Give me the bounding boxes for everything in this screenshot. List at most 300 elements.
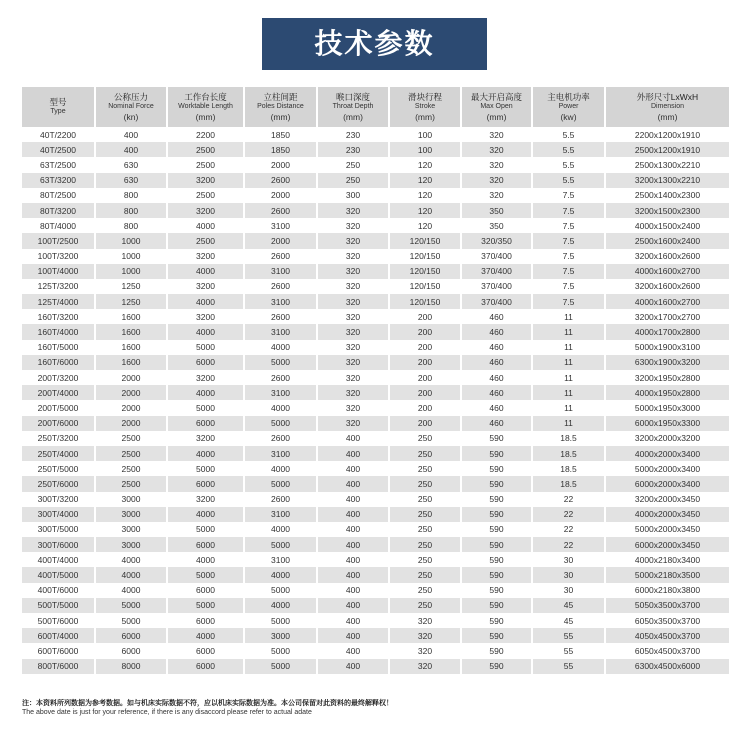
table-cell: 200T/5000	[22, 400, 95, 415]
table-row	[22, 188, 730, 203]
table-cell: 1850	[244, 127, 317, 142]
table-row	[22, 203, 730, 218]
table-cell: 1000	[95, 264, 167, 279]
table-cell: 300T/5000	[22, 522, 95, 537]
table-cell: 2600	[244, 431, 317, 446]
table-cell: 460	[461, 385, 532, 400]
header-unit: (mm)	[270, 112, 291, 122]
table-row	[22, 400, 730, 415]
table-cell: 2500	[95, 446, 167, 461]
table-cell: 2600	[244, 173, 317, 188]
table-cell: 590	[461, 507, 532, 522]
table-cell: 2600	[244, 309, 317, 324]
table-cell: 5000	[244, 476, 317, 491]
table-cell: 590	[461, 583, 532, 598]
table-cell: 1600	[95, 309, 167, 324]
table-row	[22, 628, 730, 643]
table-row	[22, 507, 730, 522]
table-cell: 500T/5000	[22, 598, 95, 613]
table-cell: 590	[461, 537, 532, 552]
header-en: Poles Distance	[257, 103, 304, 110]
table-cell: 800	[95, 218, 167, 233]
table-cell: 160T/3200	[22, 309, 95, 324]
table-cell: 5000	[167, 567, 244, 582]
table-cell: 250	[389, 431, 461, 446]
header-en: Stroke	[414, 103, 436, 110]
table-cell: 80T/2500	[22, 188, 95, 203]
table-row	[22, 492, 730, 507]
table-cell: 120/150	[389, 279, 461, 294]
table-cell: 400	[317, 552, 389, 567]
table-cell: 3100	[244, 324, 317, 339]
header-unit: (kn)	[123, 112, 139, 122]
table-row	[22, 142, 730, 157]
table-row	[22, 309, 730, 324]
table-cell: 6000	[167, 659, 244, 674]
disclaimer-note	[22, 698, 393, 718]
table-cell: 5000	[167, 522, 244, 537]
table-cell: 200T/3200	[22, 370, 95, 385]
table-cell: 5000	[244, 583, 317, 598]
table-cell: 230	[317, 142, 389, 157]
table-cell: 3200	[167, 492, 244, 507]
table-cell: 250	[389, 522, 461, 537]
table-cell: 200T/6000	[22, 416, 95, 431]
table-cell: 11	[532, 400, 605, 415]
table-cell: 320	[461, 173, 532, 188]
table-row	[22, 598, 730, 613]
table-cell: 250	[389, 507, 461, 522]
table-cell: 3100	[244, 294, 317, 309]
table-cell: 5.5	[532, 173, 605, 188]
header-cn: 外形尺寸LxWxH	[636, 92, 699, 102]
table-cell: 5000	[244, 416, 317, 431]
table-cell: 590	[461, 446, 532, 461]
table-cell: 400	[317, 446, 389, 461]
table-cell: 320/350	[461, 233, 532, 248]
table-cell: 3200x1600x2600	[605, 279, 730, 294]
table-cell: 5000x1950x3000	[605, 400, 730, 415]
table-cell: 400	[317, 537, 389, 552]
table-cell: 400T/4000	[22, 552, 95, 567]
table-cell: 4000	[167, 324, 244, 339]
table-cell: 300T/6000	[22, 537, 95, 552]
table-cell: 4000	[95, 583, 167, 598]
table-cell: 320	[317, 294, 389, 309]
table-cell: 400	[317, 628, 389, 643]
table-cell: 5.5	[532, 157, 605, 172]
table-cell: 6000	[167, 355, 244, 370]
header-en: Type	[50, 108, 66, 115]
table-cell: 5000	[244, 613, 317, 628]
table-cell: 3100	[244, 552, 317, 567]
table-cell: 120	[389, 203, 461, 218]
table-cell: 4000x1500x2400	[605, 218, 730, 233]
header-cn: 主电机功率	[547, 92, 590, 102]
table-cell: 120	[389, 188, 461, 203]
table-cell: 400T/5000	[22, 567, 95, 582]
table-cell: 22	[532, 507, 605, 522]
table-cell: 400T/6000	[22, 583, 95, 598]
table-cell: 63T/3200	[22, 173, 95, 188]
table-cell: 320	[317, 370, 389, 385]
table-cell: 6000	[167, 613, 244, 628]
table-cell: 3200x1600x2600	[605, 249, 730, 264]
table-cell: 4000	[244, 522, 317, 537]
table-cell: 120	[389, 173, 461, 188]
header-en: Power	[558, 103, 579, 110]
table-cell: 3000	[95, 522, 167, 537]
table-cell: 8000	[95, 659, 167, 674]
table-cell: 120/150	[389, 233, 461, 248]
table-cell: 2200x1200x1910	[605, 127, 730, 142]
note-english: The above date is just for your reference, if there is any disaccord please refer to actual adate	[22, 709, 312, 716]
table-cell: 3100	[244, 218, 317, 233]
table-cell: 18.5	[532, 476, 605, 491]
table-row	[22, 446, 730, 461]
table-cell: 6300x4500x6000	[605, 659, 730, 674]
table-cell: 2500	[167, 142, 244, 157]
table-cell: 7.5	[532, 188, 605, 203]
column-header	[317, 87, 389, 127]
table-cell: 3100	[244, 385, 317, 400]
table-cell: 6000	[167, 583, 244, 598]
header-unit: (kw)	[560, 112, 577, 122]
table-cell: 11	[532, 370, 605, 385]
table-cell: 2600	[244, 203, 317, 218]
table-cell: 6000	[95, 628, 167, 643]
table-cell: 250	[389, 492, 461, 507]
table-cell: 1850	[244, 142, 317, 157]
table-cell: 30	[532, 583, 605, 598]
table-cell: 400	[317, 613, 389, 628]
table-cell: 250	[389, 461, 461, 476]
table-cell: 1250	[95, 294, 167, 309]
table-row	[22, 522, 730, 537]
table-cell: 100	[389, 127, 461, 142]
table-cell: 4000x1600x2700	[605, 264, 730, 279]
table-cell: 4000	[95, 567, 167, 582]
table-cell: 320	[389, 659, 461, 674]
table-cell: 320	[461, 188, 532, 203]
table-cell: 200	[389, 400, 461, 415]
table-cell: 300T/4000	[22, 507, 95, 522]
table-cell: 5000	[244, 643, 317, 658]
table-cell: 320	[317, 233, 389, 248]
table-cell: 250	[389, 446, 461, 461]
table-cell: 2500x1200x1910	[605, 142, 730, 157]
table-cell: 1600	[95, 340, 167, 355]
table-cell: 320	[389, 628, 461, 643]
header-cn: 立柱间距	[263, 92, 298, 102]
note-chinese: 注：本资料所列数据为参考数据。如与机床实际数据不符，应以机床实际数据为准。本公司保留对此资料的最终解释权！	[22, 699, 393, 707]
table-cell: 400	[317, 522, 389, 537]
table-cell: 7.5	[532, 294, 605, 309]
table-cell: 2000	[244, 188, 317, 203]
table-cell: 400	[317, 431, 389, 446]
header-cn: 工作台长度	[184, 92, 227, 102]
table-cell: 320	[317, 218, 389, 233]
header-unit: (mm)	[343, 112, 363, 122]
table-cell: 400	[95, 127, 167, 142]
table-cell: 4000x1950x2800	[605, 385, 730, 400]
table-cell: 320	[389, 643, 461, 658]
table-cell: 3200	[167, 249, 244, 264]
table-cell: 30	[532, 552, 605, 567]
table-cell: 125T/4000	[22, 294, 95, 309]
table-cell: 590	[461, 598, 532, 613]
table-cell: 800	[95, 203, 167, 218]
table-row	[22, 385, 730, 400]
table-cell: 11	[532, 309, 605, 324]
table-cell: 400	[317, 567, 389, 582]
table-cell: 3200	[167, 431, 244, 446]
table-cell: 250	[389, 567, 461, 582]
table-row	[22, 324, 730, 339]
table-cell: 7.5	[532, 233, 605, 248]
table-cell: 3000	[95, 492, 167, 507]
header-cn: 型号	[49, 97, 67, 107]
table-cell: 400	[317, 659, 389, 674]
table-row	[22, 476, 730, 491]
table-row	[22, 340, 730, 355]
table-cell: 350	[461, 203, 532, 218]
table-cell: 2500x1400x2300	[605, 188, 730, 203]
header-en: Nominal Force	[108, 103, 154, 110]
table-cell: 6050x4500x3700	[605, 643, 730, 658]
table-row	[22, 537, 730, 552]
table-cell: 2500	[95, 476, 167, 491]
table-cell: 7.5	[532, 203, 605, 218]
table-cell: 2500	[167, 157, 244, 172]
table-cell: 5000	[95, 598, 167, 613]
table-cell: 230	[317, 127, 389, 142]
table-cell: 320	[317, 309, 389, 324]
table-cell: 2500	[167, 233, 244, 248]
table-cell: 3200x1950x2800	[605, 370, 730, 385]
table-cell: 100T/3200	[22, 249, 95, 264]
table-cell: 370/400	[461, 249, 532, 264]
table-cell: 600T/4000	[22, 628, 95, 643]
table-cell: 2600	[244, 370, 317, 385]
table-cell: 320	[317, 416, 389, 431]
table-cell: 200	[389, 355, 461, 370]
table-cell: 55	[532, 643, 605, 658]
table-cell: 6050x3500x3700	[605, 613, 730, 628]
table-cell: 250	[389, 583, 461, 598]
table-cell: 200	[389, 309, 461, 324]
table-cell: 6000x1950x3300	[605, 416, 730, 431]
table-cell: 4000	[244, 567, 317, 582]
table-cell: 6000	[95, 643, 167, 658]
table-cell: 460	[461, 324, 532, 339]
table-cell: 400	[317, 643, 389, 658]
table-cell: 2000	[95, 400, 167, 415]
table-cell: 370/400	[461, 294, 532, 309]
table-cell: 5000	[244, 659, 317, 674]
table-row	[22, 218, 730, 233]
table-cell: 3200x2000x3200	[605, 431, 730, 446]
table-cell: 4000	[167, 446, 244, 461]
table-cell: 1600	[95, 324, 167, 339]
table-cell: 600T/6000	[22, 643, 95, 658]
table-cell: 80T/4000	[22, 218, 95, 233]
table-cell: 3200x1700x2700	[605, 309, 730, 324]
table-cell: 3200	[167, 203, 244, 218]
table-cell: 18.5	[532, 431, 605, 446]
table-cell: 4000x1600x2700	[605, 294, 730, 309]
table-cell: 6000	[167, 643, 244, 658]
table-cell: 2000	[244, 157, 317, 172]
column-header	[461, 87, 532, 127]
table-cell: 320	[317, 324, 389, 339]
table-cell: 6300x1900x3200	[605, 355, 730, 370]
table-cell: 4050x4500x3700	[605, 628, 730, 643]
table-cell: 590	[461, 613, 532, 628]
table-header	[22, 87, 730, 127]
table-cell: 11	[532, 324, 605, 339]
table-cell: 3200	[167, 173, 244, 188]
header-unit: (mm)	[415, 112, 435, 122]
table-cell: 200	[389, 416, 461, 431]
column-header	[244, 87, 317, 127]
table-cell: 250	[389, 552, 461, 567]
table-row	[22, 264, 730, 279]
table-cell: 590	[461, 476, 532, 491]
table-cell: 6000x2000x3450	[605, 537, 730, 552]
table-cell: 200	[389, 385, 461, 400]
table-row	[22, 461, 730, 476]
table-cell: 590	[461, 659, 532, 674]
table-cell: 200T/4000	[22, 385, 95, 400]
table-cell: 400	[95, 142, 167, 157]
table-cell: 250T/6000	[22, 476, 95, 491]
table-cell: 63T/2500	[22, 157, 95, 172]
table-cell: 400	[317, 461, 389, 476]
table-cell: 6000x2180x3800	[605, 583, 730, 598]
table-cell: 4000	[244, 461, 317, 476]
table-cell: 460	[461, 309, 532, 324]
table-row	[22, 355, 730, 370]
table-cell: 4000	[167, 628, 244, 643]
table-cell: 5000x2180x3500	[605, 567, 730, 582]
table-cell: 250T/3200	[22, 431, 95, 446]
table-cell: 400	[317, 492, 389, 507]
table-cell: 4000	[167, 218, 244, 233]
table-cell: 120/150	[389, 294, 461, 309]
table-cell: 200	[389, 370, 461, 385]
table-cell: 250	[317, 157, 389, 172]
table-cell: 3200x1300x2210	[605, 173, 730, 188]
table-cell: 460	[461, 355, 532, 370]
table-cell: 460	[461, 416, 532, 431]
table-cell: 320	[317, 355, 389, 370]
table-cell: 460	[461, 370, 532, 385]
table-cell: 18.5	[532, 446, 605, 461]
table-cell: 3200	[167, 279, 244, 294]
table-row	[22, 643, 730, 658]
table-cell: 590	[461, 431, 532, 446]
table-cell: 11	[532, 355, 605, 370]
header-cn: 滑块行程	[407, 92, 442, 102]
table-cell: 800T/6000	[22, 659, 95, 674]
table-row	[22, 370, 730, 385]
table-cell: 250	[389, 476, 461, 491]
table-cell: 370/400	[461, 264, 532, 279]
table-cell: 30	[532, 567, 605, 582]
header-unit: (mm)	[195, 112, 216, 122]
column-header	[95, 87, 167, 127]
table-cell: 5.5	[532, 142, 605, 157]
table-cell: 3200	[167, 309, 244, 324]
table-cell: 320	[389, 613, 461, 628]
column-header	[22, 87, 95, 127]
table-cell: 1000	[95, 249, 167, 264]
table-row	[22, 613, 730, 628]
table-cell: 120/150	[389, 249, 461, 264]
table-cell: 5000x1900x3100	[605, 340, 730, 355]
table-cell: 320	[461, 142, 532, 157]
table-cell: 100T/4000	[22, 264, 95, 279]
table-row	[22, 279, 730, 294]
column-header	[532, 87, 605, 127]
table-cell: 2500	[167, 188, 244, 203]
table-row	[22, 583, 730, 598]
table-cell: 2500	[95, 431, 167, 446]
table-cell: 5000	[167, 461, 244, 476]
header-unit: (mm)	[486, 112, 507, 122]
table-cell: 2600	[244, 279, 317, 294]
table-cell: 5050x3500x3700	[605, 598, 730, 613]
table-cell: 40T/2500	[22, 142, 95, 157]
column-header	[605, 87, 730, 127]
table-cell: 6000	[167, 476, 244, 491]
table-cell: 1600	[95, 355, 167, 370]
table-cell: 250	[317, 173, 389, 188]
table-cell: 590	[461, 492, 532, 507]
table-cell: 320	[317, 203, 389, 218]
table-cell: 125T/3200	[22, 279, 95, 294]
table-cell: 630	[95, 157, 167, 172]
table-cell: 4000	[167, 294, 244, 309]
table-cell: 5000	[167, 598, 244, 613]
table-cell: 3200x2000x3450	[605, 492, 730, 507]
table-cell: 7.5	[532, 279, 605, 294]
table-cell: 370/400	[461, 279, 532, 294]
table-cell: 22	[532, 492, 605, 507]
table-cell: 460	[461, 340, 532, 355]
table-cell: 120/150	[389, 264, 461, 279]
table-cell: 120	[389, 218, 461, 233]
table-cell: 590	[461, 628, 532, 643]
table-cell: 2500x1600x2400	[605, 233, 730, 248]
table-cell: 6000	[167, 537, 244, 552]
header-cn: 最大开启高度	[470, 92, 522, 102]
table-cell: 2000	[95, 416, 167, 431]
table-cell: 3000	[244, 628, 317, 643]
table-cell: 5000	[244, 355, 317, 370]
table-cell: 200	[389, 340, 461, 355]
table-cell: 160T/6000	[22, 355, 95, 370]
table-cell: 300	[317, 188, 389, 203]
table-cell: 630	[95, 173, 167, 188]
table-cell: 6000	[167, 416, 244, 431]
table-cell: 80T/3200	[22, 203, 95, 218]
table-row	[22, 431, 730, 446]
table-cell: 11	[532, 340, 605, 355]
table-cell: 250	[389, 537, 461, 552]
table-cell: 320	[317, 340, 389, 355]
